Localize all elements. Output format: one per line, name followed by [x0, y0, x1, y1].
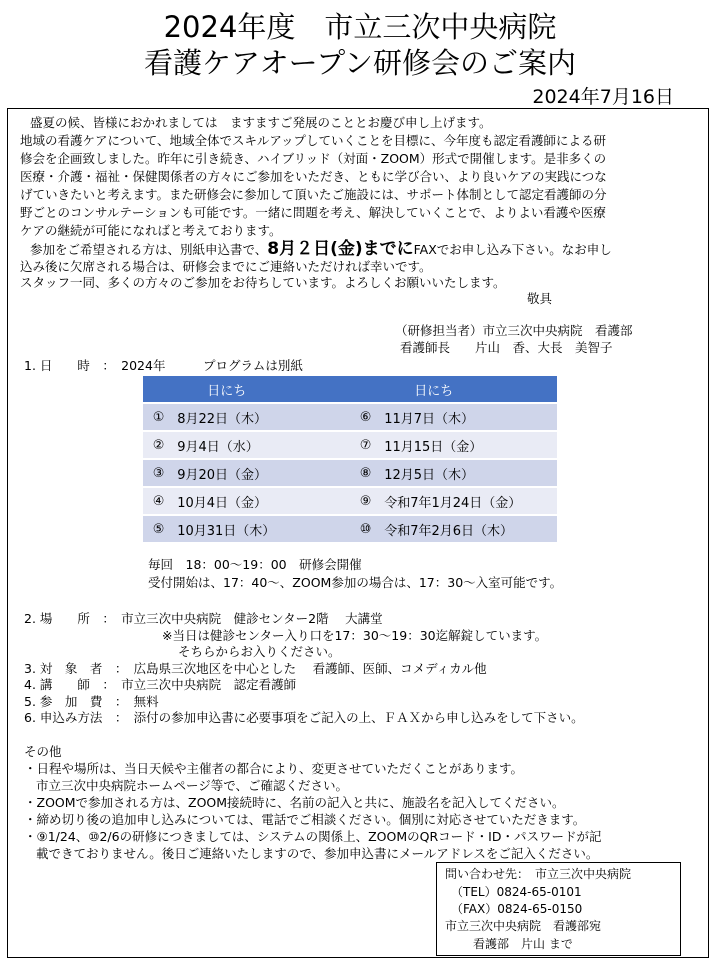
intro-line-3: 修会を企画致しました。昨年に引き続き、ハイブリッド（対面・ZOOM）形式で開催します。是非多くの [20, 151, 607, 166]
table-header-date-1: 日にち [174, 376, 350, 403]
intro-line-4: 医療・介護・福祉・保健関係者の方々にご参加をいただき、ともに学び合い、より良いケアの実践につな [20, 169, 607, 184]
intro-line-5: げていきたいと考えます。また研修会に参加して頂いたご施設には、サポート体制として認定看護師の分 [20, 187, 607, 202]
session-date: 8月22日（木） [174, 403, 350, 431]
contact-line-4: 市立三次中央病院 看護部宛 [445, 919, 602, 933]
schedule-label: 1. 日 時 ： 2024年 プログラムは別紙 [24, 358, 303, 373]
other-bullet-1-cont: 市立三次中央病院ホームページ等で、ご確認ください。 [36, 778, 349, 793]
intro-line-2: 地域の看護ケアについて、地域全体でスキルアップしていくことを目標に、今年度も認定看護師による研 [20, 133, 607, 148]
intro-line-9: 込み後に欠席される場合は、研修会までにご連絡いただければ幸いです。 [20, 259, 432, 274]
organizer-line-1: （研修担当者）市立三次中央病院 看護部 [395, 323, 633, 338]
session-number: ⑩ [350, 515, 381, 543]
place-note-2: そちらからお入りください。 [178, 644, 341, 659]
session-date: 令和7年2月6日（木） [381, 515, 557, 543]
table-header-spacer [350, 376, 381, 403]
table-row [143, 459, 557, 487]
intro-line-6: 野ごとのコンサルテーションも可能です。一緒に問題を考え、解決していくことで、よりよい看護や医療 [20, 205, 606, 220]
session-number: ⑤ [143, 515, 174, 543]
lecturer-line: 4. 講 師 ： 市立三次中央病院 認定看護師 [24, 677, 297, 692]
session-date: 9月20日（金） [174, 459, 350, 487]
place-note-1: ※当日は健診センター入り口を17：30～19：30迄解錠しています。 [162, 628, 548, 643]
session-date: 11月15日（金） [381, 431, 557, 459]
document-title-line1: 2024年度 市立三次中央病院 [163, 10, 557, 44]
contact-tel: （TEL）0824-65-0101 [451, 885, 582, 899]
deadline-line [30, 240, 612, 259]
place-line: 2. 場 所 ： 市立三次中央病院 健診センター2階 大講堂 [24, 611, 383, 626]
table-header-spacer [143, 376, 174, 403]
contact-line-5: 看護部 片山 まで [473, 937, 573, 951]
session-number: ⑨ [350, 487, 381, 515]
fee-line: 5. 参 加 費 ： 無料 [24, 694, 159, 709]
other-bullet-4-cont: 載できておりません。後日ご連絡いたしますので、参加申込書にメールアドレスをご記入ください。 [36, 846, 599, 861]
table-row [143, 515, 557, 543]
session-date: 12月5日（木） [381, 459, 557, 487]
intro-line-1: 盛夏の候、皆様におかれましては ますますご発展のこととお慶び申し上げます。 [30, 115, 492, 130]
other-bullet-3: ・締め切り後の追加申し込みについては、電話でご相談ください。個別に対応させていただきます。 [24, 812, 586, 827]
deadline-date: 8月２日(金)までに [267, 239, 414, 259]
contact-fax: （FAX）0824-65-0150 [451, 902, 583, 916]
target-line: 3. 対 象 者 ： 広島県三次地区を中心とした 看護師、医師、コメディカル他 [24, 661, 487, 676]
session-date: 10月31日（木） [174, 515, 350, 543]
reception-time: 受付開始は、17：40～、ZOOM参加の場合は、17：30～入室可能です。 [148, 575, 563, 590]
other-heading: その他 [24, 744, 62, 759]
table-row [143, 487, 557, 515]
deadline-prefix: 参加をご希望される方は、別紙申込書で、 [30, 242, 268, 257]
intro-line-10: スタッフ一同、多くの方々のご参加をお待ちしています。よろしくお願いいたします。 [20, 275, 506, 290]
session-date: 11月7日（木） [381, 403, 557, 431]
intro-line-7: ケアの継続が可能になればと考えております。 [20, 223, 282, 238]
closing-word: 敬具 [527, 291, 553, 306]
contact-line-1: 問い合わせ先： 市立三次中央病院 [445, 867, 632, 881]
document-date: 2024年7月16日 [532, 86, 674, 108]
session-time: 毎回 18：00～19：00 研修会開催 [148, 557, 362, 572]
session-number: ⑧ [350, 459, 381, 487]
method-line: 6. 申込み方法 ： 添付の参加申込書に必要事項をご記入の上、ＦＡＸから申し込みをして下さい。 [24, 710, 584, 725]
session-number: ① [143, 403, 174, 431]
deadline-suffix: FAXでお申し込み下さい。なお申し [413, 242, 612, 257]
table-row [143, 403, 557, 431]
document-title-line2: 看護ケアオープン研修会のご案内 [143, 46, 577, 80]
other-bullet-2: ・ZOOMで参加される方は、ZOOM接続時に、名前の記入と共に、施設名を記入してください。 [24, 795, 565, 810]
table-header-date-2: 日にち [381, 376, 557, 403]
session-number: ③ [143, 459, 174, 487]
other-bullet-1: ・日程や場所は、当日天候や主催者の都合により、変更させていただくことがあります。 [24, 761, 524, 776]
session-number: ⑥ [350, 403, 381, 431]
session-date: 令和7年1月24日（金） [381, 487, 557, 515]
session-date: 9月4日（水） [174, 431, 350, 459]
organizer-line-2: 看護師長 片山 香、大長 美智子 [400, 340, 613, 355]
table-row [143, 431, 557, 459]
other-bullet-4: ・⑨1/24、⑩2/6の研修につきましては、システムの関係上、ZOOMのQRコード・ID・パスワードが記 [24, 829, 602, 844]
contact-box [436, 862, 681, 956]
session-number: ⑦ [350, 431, 381, 459]
schedule-table [143, 376, 557, 544]
session-date: 10月4日（金） [174, 487, 350, 515]
session-number: ④ [143, 487, 174, 515]
session-number: ② [143, 431, 174, 459]
